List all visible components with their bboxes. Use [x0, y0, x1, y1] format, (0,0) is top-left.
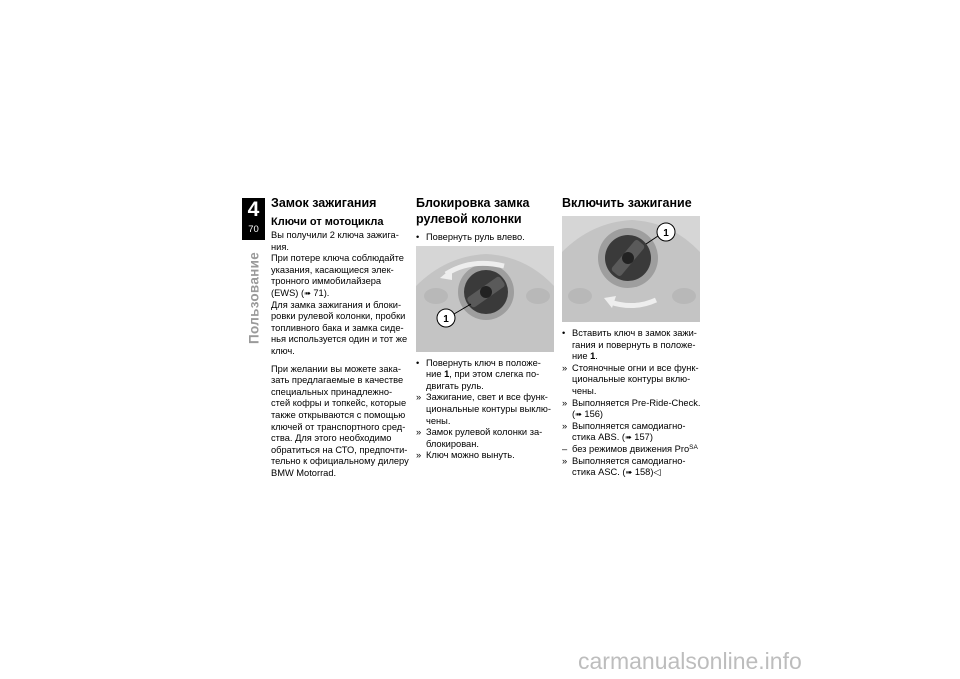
- page-ref-arrow-icon: ➠: [575, 410, 582, 420]
- figure-callout-label: 1: [663, 228, 669, 239]
- result-item: » Ключ можно вынуть.: [416, 450, 515, 461]
- steering-lock-figure: [416, 246, 554, 352]
- dash-item: – без режимов движения Pro$^{SA}$: [562, 443, 698, 454]
- result-item: » Выполняется Pre-Ride-Check. (➠ 156): [562, 397, 701, 420]
- paragraph: Для замка зажигания и блоки-ровки рулевой колонки, пробки топливного бака и замка сиде-нья используется один и тот же ключ.: [271, 299, 408, 356]
- page-ref: 157: [634, 432, 650, 443]
- section-title: Включить зажигание: [562, 196, 692, 210]
- result-item: » Замок рулевой колонки за-блокирован.: [416, 427, 543, 449]
- column-ignition-on: [562, 195, 706, 479]
- ignition-on-figure: [562, 216, 700, 322]
- page-ref: 156: [584, 409, 600, 420]
- optional-equipment-mark: SA: [689, 443, 698, 451]
- step-item: • Вставить ключ в замок зажи-гания и повернуть в положе-ние 1.: [562, 328, 697, 362]
- end-mark-icon: ◁: [653, 467, 661, 478]
- result-item: » Выполняется самодиагно-стика ABS. (➠ 157): [562, 420, 686, 443]
- paragraph: При желании вы можете зака-зать предлагаемые в качестве специальных принадлежно-стей кофры и топкейс, которые также открываются с помощью ключей от транспортного сред-ства. Для этого необходимо обратиться на СТО, предпочти-тельно к официальному дилеру BMW Motorrad.: [271, 363, 409, 478]
- page-ref: 158: [634, 467, 651, 478]
- page-ref-arrow-icon: ➠: [625, 433, 632, 443]
- subsection-title: Ключи от мотоцикла: [271, 216, 384, 228]
- column-steering-lock: [416, 195, 556, 462]
- page-ref-arrow-icon: ➠: [625, 468, 633, 478]
- step-item: • Повернуть ключ в положе-ние 1, при этом слегка по-двигать руль.: [416, 357, 541, 391]
- result-item: » Стояночные огни и все функ-циональные контуры вклю-чены.: [562, 362, 699, 396]
- section-title: Замок зажигания: [271, 196, 377, 210]
- watermark: carmanualsonline.info: [578, 648, 802, 674]
- paragraph: Вы получили 2 ключа зажига-ния.: [271, 230, 399, 252]
- paragraph: При потере ключа соблюдайте указания, касающиеся элек-тронного иммобилайзера (EWS) (➠ 71).: [271, 253, 404, 298]
- column-ignition-lock: [271, 195, 409, 479]
- step-item: • Повернуть руль влево.: [416, 232, 525, 242]
- page-ref: 71: [313, 287, 324, 298]
- result-item: » Зажигание, свет и все функ-циональные контуры выклю-чены.: [416, 392, 551, 426]
- page-number: 70: [248, 224, 259, 235]
- chapter-marker: [242, 198, 265, 240]
- chapter-number: 4: [247, 198, 260, 221]
- result-item: » Выполняется самодиагно-стика ASC. (➠ 158)◁: [562, 455, 686, 478]
- section-title: Блокировка замка рулевой колонки: [416, 196, 530, 226]
- section-side-title: Пользование: [246, 252, 262, 344]
- page-ref-arrow-icon: ➠: [304, 288, 311, 298]
- figure-callout-label: 1: [443, 313, 449, 325]
